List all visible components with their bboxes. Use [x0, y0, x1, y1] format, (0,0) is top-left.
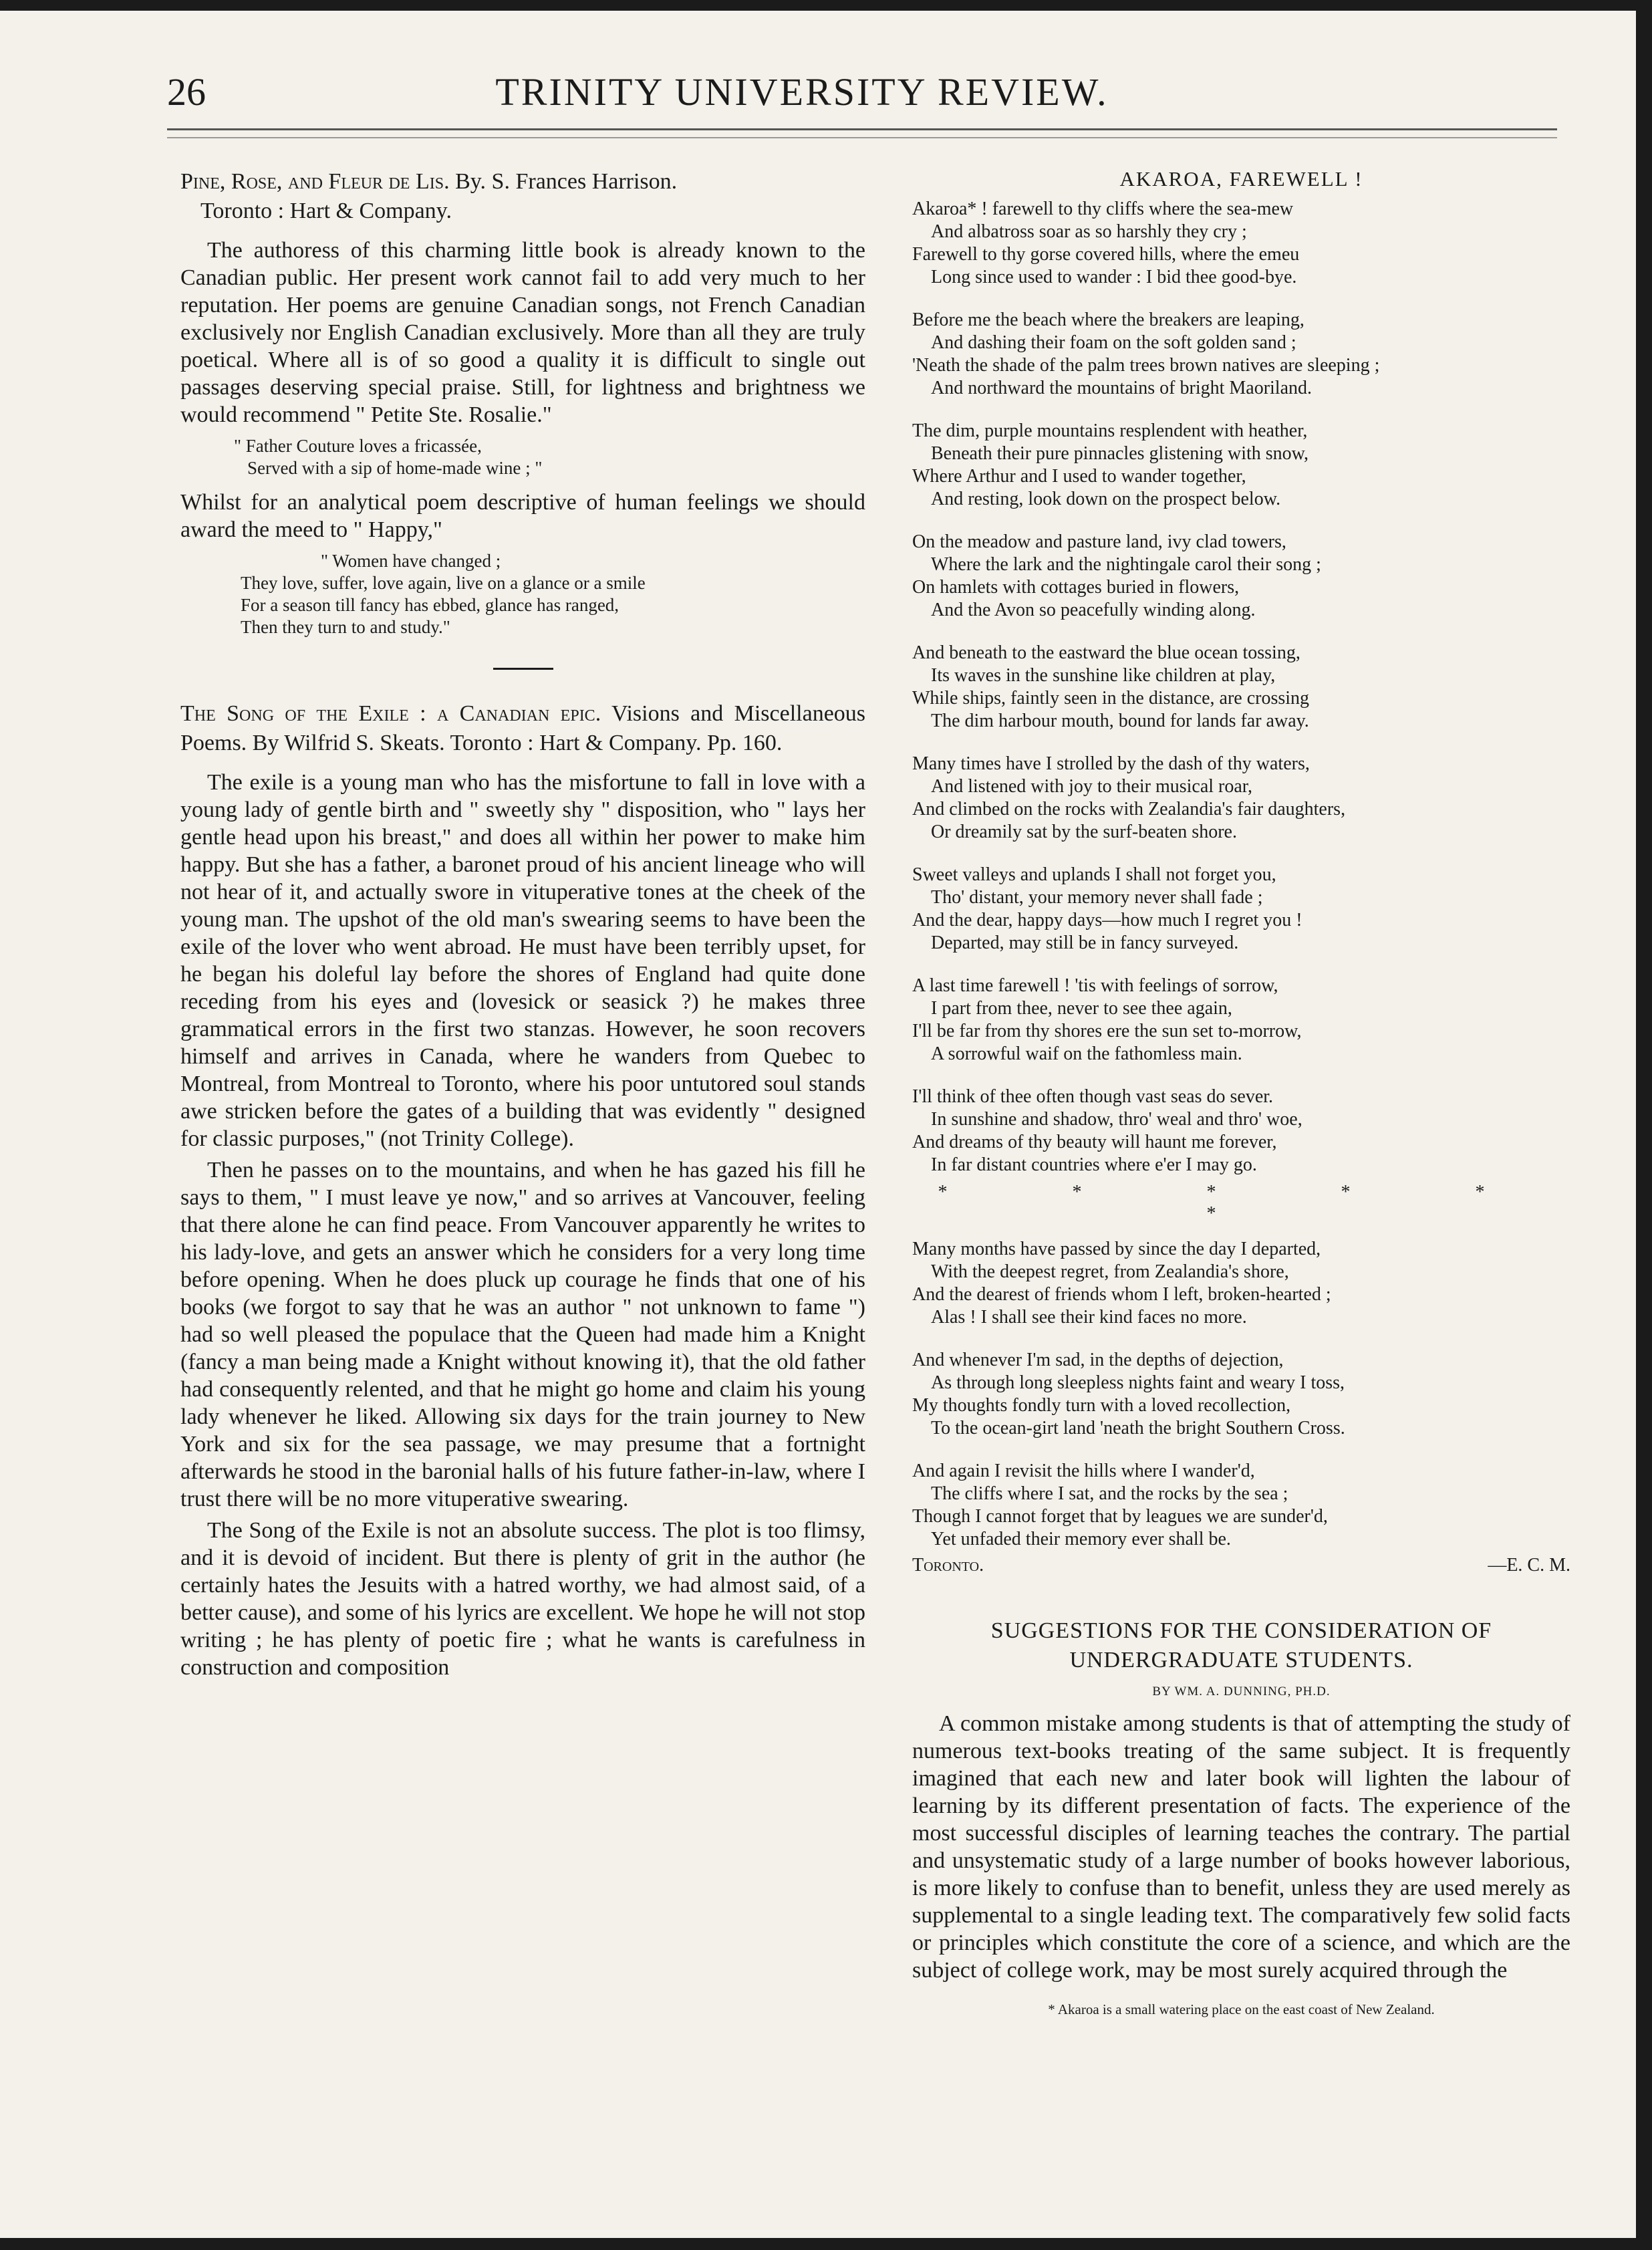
- quote-line: " Father Couture loves a fricassée,: [234, 436, 482, 456]
- poem-line: Beneath their pure pinnacles glistening with snow,: [931, 443, 1309, 464]
- poem-line: Where the lark and the nightingale carol their song ;: [931, 554, 1321, 575]
- page-title: TRINITY UNIVERSITY REVIEW.: [495, 70, 1109, 114]
- poem-line: With the deepest regret, from Zealandia's shore,: [931, 1261, 1289, 1282]
- page-frame-top: [0, 0, 1652, 11]
- review-paragraph: The Song of the Exile is not an absolute success. The plot is too flimsy, and it is devoid of incident. But there is plenty of grit in the author (he certainly hates the Jesuits with a hatred worthy, we had almost said, of a better cause), and some of his lyrics are excellent. We hope he will not stop writing ; he has plenty of poetic fire ; what he wants is carefulness in construction and composition: [180, 1518, 865, 1680]
- poem-title: AKAROA, FAREWELL !: [1119, 167, 1363, 191]
- poem-line: On hamlets with cottages buried in flowers,: [912, 577, 1240, 598]
- poem-line: Akaroa* ! farewell to thy cliffs where the sea-mew: [912, 199, 1294, 219]
- section-divider: [493, 668, 553, 670]
- poem-stanza: [912, 1238, 1570, 1329]
- article-byline: BY WM. A. DUNNING, PH.D.: [1152, 1684, 1331, 1699]
- quote-line: For a season till fancy has ebbed, glance has ranged,: [241, 595, 620, 615]
- poem-line: My thoughts fondly turn with a loved recollection,: [912, 1395, 1291, 1416]
- poem-line: 'Neath the shade of the palm trees brown natives are sleeping ;: [912, 355, 1380, 376]
- book-author: By. S. Frances Harrison.: [455, 169, 678, 194]
- poem-stanza: [912, 642, 1570, 733]
- review-heading-pine-rose: [180, 167, 865, 226]
- poem-line: Farewell to thy gorse covered hills, where the emeu: [912, 244, 1300, 265]
- page-frame-right: [1636, 0, 1652, 2250]
- poem-line: In sunshine and shadow, thro' weal and thro' woe,: [931, 1109, 1302, 1130]
- poem-signoff: [912, 1555, 1570, 1582]
- poem-line: Yet unfaded their memory ever shall be.: [931, 1529, 1231, 1549]
- review-paragraph: Whilst for an analytical poem descriptive of human feelings we should award the meed to " Happy,": [180, 490, 865, 542]
- poem-stanza: [912, 1086, 1570, 1176]
- poem-line: Departed, may still be in fancy surveyed.: [931, 932, 1239, 953]
- review-paragraph: Then he passes on to the mountains, and when he has gazed his fill he says to them, " I must leave ye now," and so arrives at Vancouver, feeling that there alone he can find peace. From Vancouver apparently he writes to his lady-love, and gets an answer which he considers for a very long time before opening. When he does pluck up courage he finds that one of his books (we forgot to say that he was an author " not unknown to fame ") had so well pleased the populace that the Queen had made him a Knight (fancy a man being made a Knight without knowing it), that the old father had consequently relented, and that he might go home and claim his young lady whenever he liked. Allowing six days for the train journey to New York and six for the sea passage, we may presume that a fortnight afterwards he stood in the baronial halls of his future father-in-law, where I trust there will be no more vituperative swearing.: [180, 1158, 865, 1511]
- quote-line: They love, suffer, love again, live on a glance or a smile: [241, 573, 646, 593]
- book-publisher: Toronto : Hart & Company.: [200, 199, 452, 223]
- quote-line: Then they turn to and study.": [241, 617, 450, 637]
- poem-line: And again I revisit the hills where I wander'd,: [912, 1461, 1255, 1481]
- poem-stanza: [912, 198, 1570, 289]
- review-paragraph: The authoress of this charming little book is already known to the Canadian public. Her present work cannot fail to add very much to her reputation. Her poems are genuine Canadian songs, not French Canadian exclusively nor English Canadian exclusively. More than all they are truly poetical. Where all is of so good a quality it is difficult to single out passages deserving special praise. Still, for lightness and brightness we would recommend " Petite Ste. Rosalie.": [180, 238, 865, 427]
- poem-line: I part from thee, never to see thee again,: [931, 998, 1232, 1019]
- poem-line: And climbed on the rocks with Zealandia's fair daughters,: [912, 799, 1346, 820]
- left-column: [180, 167, 865, 1685]
- book-title: The Song of the Exile : a Canadian epic.: [180, 701, 601, 726]
- poem-line: And dashing their foam on the soft golden sand ;: [931, 332, 1296, 353]
- poem-line: On the meadow and pasture land, ivy clad towers,: [912, 531, 1286, 552]
- quote-line: " Women have changed ;: [321, 551, 501, 571]
- review-heading-song-of-exile: [180, 699, 865, 758]
- poem-line: The dim harbour mouth, bound for lands far away.: [931, 711, 1309, 731]
- poem-line: Though I cannot forget that by leagues we are sunder'd,: [912, 1506, 1328, 1527]
- poem-line: While ships, faintly seen in the distance, are crossing: [912, 688, 1310, 709]
- poem-line: And beneath to the eastward the blue ocean tossing,: [912, 642, 1300, 663]
- book-title: Pine, Rose, and Fleur de Lis.: [180, 169, 450, 194]
- poem-line: And northward the mountains of bright Maoriland.: [931, 378, 1313, 398]
- poem-place: Toronto.: [912, 1555, 984, 1576]
- footnote: * Akaroa is a small watering place on the east coast of New Zealand.: [1048, 2001, 1435, 2017]
- poem-line: Its waves in the sunshine like children at play,: [931, 665, 1276, 686]
- poem-line: The dim, purple mountains resplendent with heather,: [912, 420, 1308, 441]
- poem-line: Long since used to wander : I bid thee good-bye.: [931, 267, 1297, 287]
- poem-line: Tho' distant, your memory never shall fade ;: [931, 887, 1263, 908]
- right-column: [912, 167, 1570, 2018]
- poem-line: As through long sleepless nights faint and weary I toss,: [931, 1372, 1345, 1393]
- poem-stanza: [912, 753, 1570, 844]
- page-frame-bottom: [0, 2238, 1652, 2250]
- poem-stanza: [912, 975, 1570, 1066]
- poem-stanza: [912, 1460, 1570, 1551]
- block-quote: [241, 550, 865, 638]
- poem-line: And the dearest of friends whom I left, broken-hearted ;: [912, 1284, 1331, 1305]
- poem-line: Many months have passed by since the day I departed,: [912, 1239, 1321, 1259]
- poem-line: And resting, look down on the prospect below.: [931, 489, 1281, 509]
- header-rule: [167, 128, 1557, 138]
- poem-line: A last time farewell ! 'tis with feelings of sorrow,: [912, 975, 1278, 996]
- poem-stanza: [912, 1349, 1570, 1440]
- poem-line: And the dear, happy days—how much I regret you !: [912, 910, 1302, 930]
- page-number: 26: [167, 70, 206, 114]
- poem-line: Or dreamily sat by the surf-beaten shore.: [931, 822, 1237, 842]
- block-quote: [234, 435, 865, 479]
- poem-line: To the ocean-girt land 'neath the bright Southern Cross.: [931, 1418, 1345, 1439]
- poem-signature: —E. C. M.: [1488, 1555, 1570, 1576]
- poem-line: A sorrowful waif on the fathomless main.: [931, 1043, 1242, 1064]
- poem-stanza: [912, 864, 1570, 955]
- book-details: Visions and Miscellaneous Poems. By Wilfrid S. Skeats. Toronto : Hart & Company. Pp. 160.: [180, 701, 866, 755]
- article-title: [912, 1616, 1570, 1675]
- article-title-line: UNDERGRADUATE STUDENTS.: [1069, 1648, 1413, 1672]
- poem-line: And the Avon so peacefully winding along.: [931, 600, 1256, 620]
- poem-line: And listened with joy to their musical roar,: [931, 776, 1253, 797]
- poem-line: Before me the beach where the breakers are leaping,: [912, 309, 1304, 330]
- poem-stanza: [912, 420, 1570, 511]
- poem-line: In far distant countries where e'er I may go.: [931, 1154, 1257, 1175]
- poem-line: And albatross soar as so harshly they cry ;: [931, 221, 1247, 242]
- poem-stanza: [912, 531, 1570, 622]
- poem-line: The cliffs where I sat, and the rocks by the sea ;: [931, 1483, 1288, 1504]
- poem-line: And whenever I'm sad, in the depths of dejection,: [912, 1350, 1284, 1370]
- quote-line: Served with a sip of home-made wine ; ": [247, 458, 543, 478]
- poem-line: Where Arthur and I used to wander together,: [912, 466, 1246, 487]
- poem-stanza: [912, 309, 1570, 400]
- poem-line: I'll think of thee often though vast seas do sever.: [912, 1086, 1274, 1107]
- poem-line: Alas ! I shall see their kind faces no more.: [931, 1307, 1247, 1328]
- review-paragraph: The exile is a young man who has the misfortune to fall in love with a young lady of gentle birth and " sweetly shy " disposition, who " lays her gentle head upon his breast," and does all within her power to make him happy. But she has a father, a baronet proud of his ancient lineage who will not hear of it, and actually swore in vituperative tones at the cheek of the young man. The upshot of the old man's swearing seems to have been the exile of the lover who went abroad. He must have been terribly upset, for he began his doleful lay before the shores of England had quite done receding from his eyes and (lovesick or seasick ?) he makes three grammatical errors in the first two stanzas. However, he soon recovers himself and arrives in Canada, where he wanders from Quebec to Montreal, from Montreal to Toronto, where his poor untutored soul stands awe stricken before the gates of a building that was evidently " designed for classic purposes," (not Trinity College).: [180, 770, 865, 1151]
- poem-line: I'll be far from thy shores ere the sun set to-morrow,: [912, 1021, 1302, 1041]
- poem-line: And dreams of thy beauty will haunt me forever,: [912, 1132, 1277, 1152]
- poem-line: Many times have I strolled by the dash of thy waters,: [912, 753, 1310, 774]
- stanza-break-stars: * * * * * *: [938, 1182, 1545, 1224]
- poem-line: Sweet valleys and uplands I shall not forget you,: [912, 864, 1276, 885]
- article-paragraph: A common mistake among students is that of attempting the study of numerous text-books treating of the same subject. It is frequently imagined that each new and later book will lighten the labour of learning by its different presentation of facts. The experience of the most successful disciples of learning teaches the contrary. The partial and unsystematic study of a large number of books however laborious, is more likely to confuse than to benefit, unless they are used merely as supplemental to a single leading text. The comparatively few solid facts or principles which constitute the core of a science, and which are the subject of college work, may be most surely acquired through the: [912, 1711, 1570, 1983]
- article-title-line: SUGGESTIONS FOR THE CONSIDERATION OF: [990, 1618, 1492, 1643]
